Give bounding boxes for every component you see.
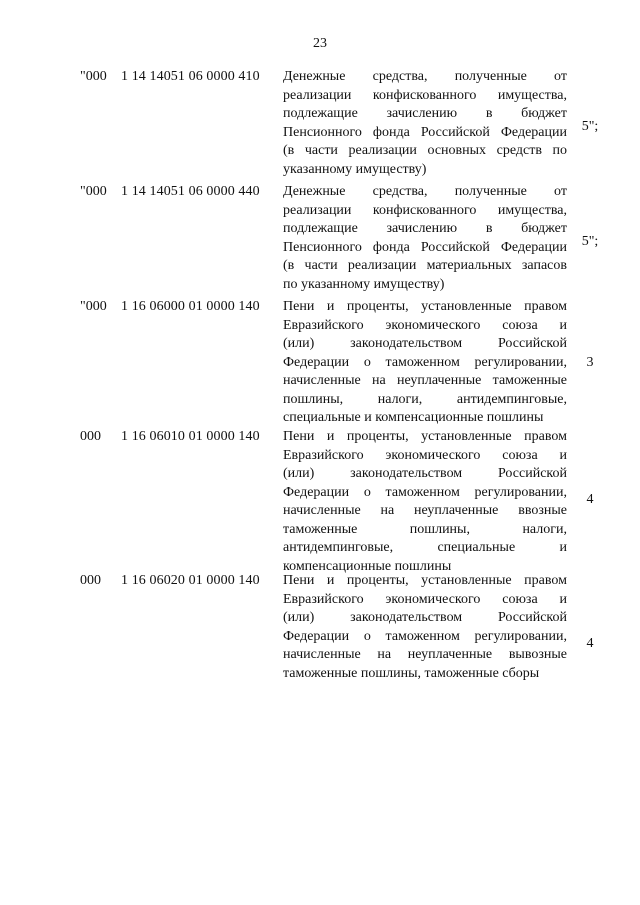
kbk-code: 1 14 14051 06 0000 410 bbox=[121, 69, 260, 84]
description-line: подлежащие зачислению в бюджет bbox=[283, 221, 567, 236]
description-line: (в части реализации основных средств по bbox=[283, 143, 567, 158]
kbk-code: 1 14 14051 06 0000 440 bbox=[121, 184, 260, 199]
description-line: (или) законодательством Российской bbox=[283, 336, 567, 351]
description-line: Федерации о таможенном регулировании, bbox=[283, 628, 567, 644]
description-line: Денежные средства, полученные от bbox=[283, 184, 567, 199]
kbk-code: 1 16 06000 01 0000 140 bbox=[121, 299, 260, 314]
description-line: Пенсионного фонда Российской Федерации bbox=[283, 124, 567, 140]
description-line: начисленные на неуплаченные таможенные bbox=[283, 373, 567, 388]
norm-value: 5"; bbox=[581, 119, 599, 134]
kbk-code: 1 16 06010 01 0000 140 bbox=[121, 429, 260, 444]
norm-value: 4 bbox=[586, 636, 594, 651]
description-line: по указанному имуществу) bbox=[283, 276, 445, 292]
admin-code: "000 bbox=[80, 184, 107, 199]
description-line: специальные и компенсационные пошлины bbox=[283, 410, 544, 425]
description-line: таможенные пошлины, таможенные сборы bbox=[283, 665, 540, 681]
description-line: (или) законодательством Российской bbox=[283, 466, 567, 481]
admin-code: "000 bbox=[80, 299, 107, 314]
description-line: компенсационные пошлины bbox=[283, 558, 452, 574]
description-line: Евразийского экономического союза и bbox=[283, 317, 567, 333]
description-line: таможенные пошлины, налоги, bbox=[283, 521, 567, 537]
description-line: реализации конфискованного имущества, bbox=[283, 202, 567, 218]
page-number: 23 bbox=[313, 36, 327, 51]
description-line: Федерации о таможенном регулировании, bbox=[283, 354, 567, 370]
description-line: Пени и проценты, установленные правом bbox=[283, 299, 567, 314]
description-line: Федерации о таможенном регулировании, bbox=[283, 484, 567, 500]
description-line: указанному имуществу) bbox=[283, 161, 427, 177]
admin-code: 000 bbox=[80, 573, 101, 588]
row-description bbox=[283, 298, 567, 428]
description-line: пошлины, налоги, антидемпинговые, bbox=[283, 391, 567, 407]
row-description bbox=[283, 428, 567, 576]
description-line: (или) законодательством Российской bbox=[283, 610, 567, 625]
description-line: Пени и проценты, установленные правом bbox=[283, 573, 567, 588]
admin-code: "000 bbox=[80, 69, 107, 84]
description-line: Пенсионного фонда Российской Федерации bbox=[283, 239, 567, 255]
description-line: Евразийского экономического союза и bbox=[283, 447, 567, 463]
description-line: начисленные на неуплаченные вывозные bbox=[283, 647, 567, 662]
description-line: (в части реализации материальных запасов bbox=[283, 258, 567, 273]
row-description bbox=[283, 183, 567, 294]
description-line: Пени и проценты, установленные правом bbox=[283, 429, 567, 444]
kbk-code: 1 16 06020 01 0000 140 bbox=[121, 573, 260, 588]
description-line: реализации конфискованного имущества, bbox=[283, 87, 567, 103]
norm-value: 4 bbox=[586, 492, 594, 507]
description-line: Денежные средства, полученные от bbox=[283, 69, 567, 84]
description-line: начисленные на неуплаченные ввозные bbox=[283, 503, 567, 518]
norm-value: 5"; bbox=[581, 234, 599, 249]
norm-value: 3 bbox=[586, 355, 594, 370]
description-line: антидемпинговые, специальные и bbox=[283, 540, 567, 555]
admin-code: 000 bbox=[80, 429, 101, 444]
row-description bbox=[283, 68, 567, 179]
description-line: Евразийского экономического союза и bbox=[283, 591, 567, 607]
row-description bbox=[283, 572, 567, 683]
description-line: подлежащие зачислению в бюджет bbox=[283, 106, 567, 121]
